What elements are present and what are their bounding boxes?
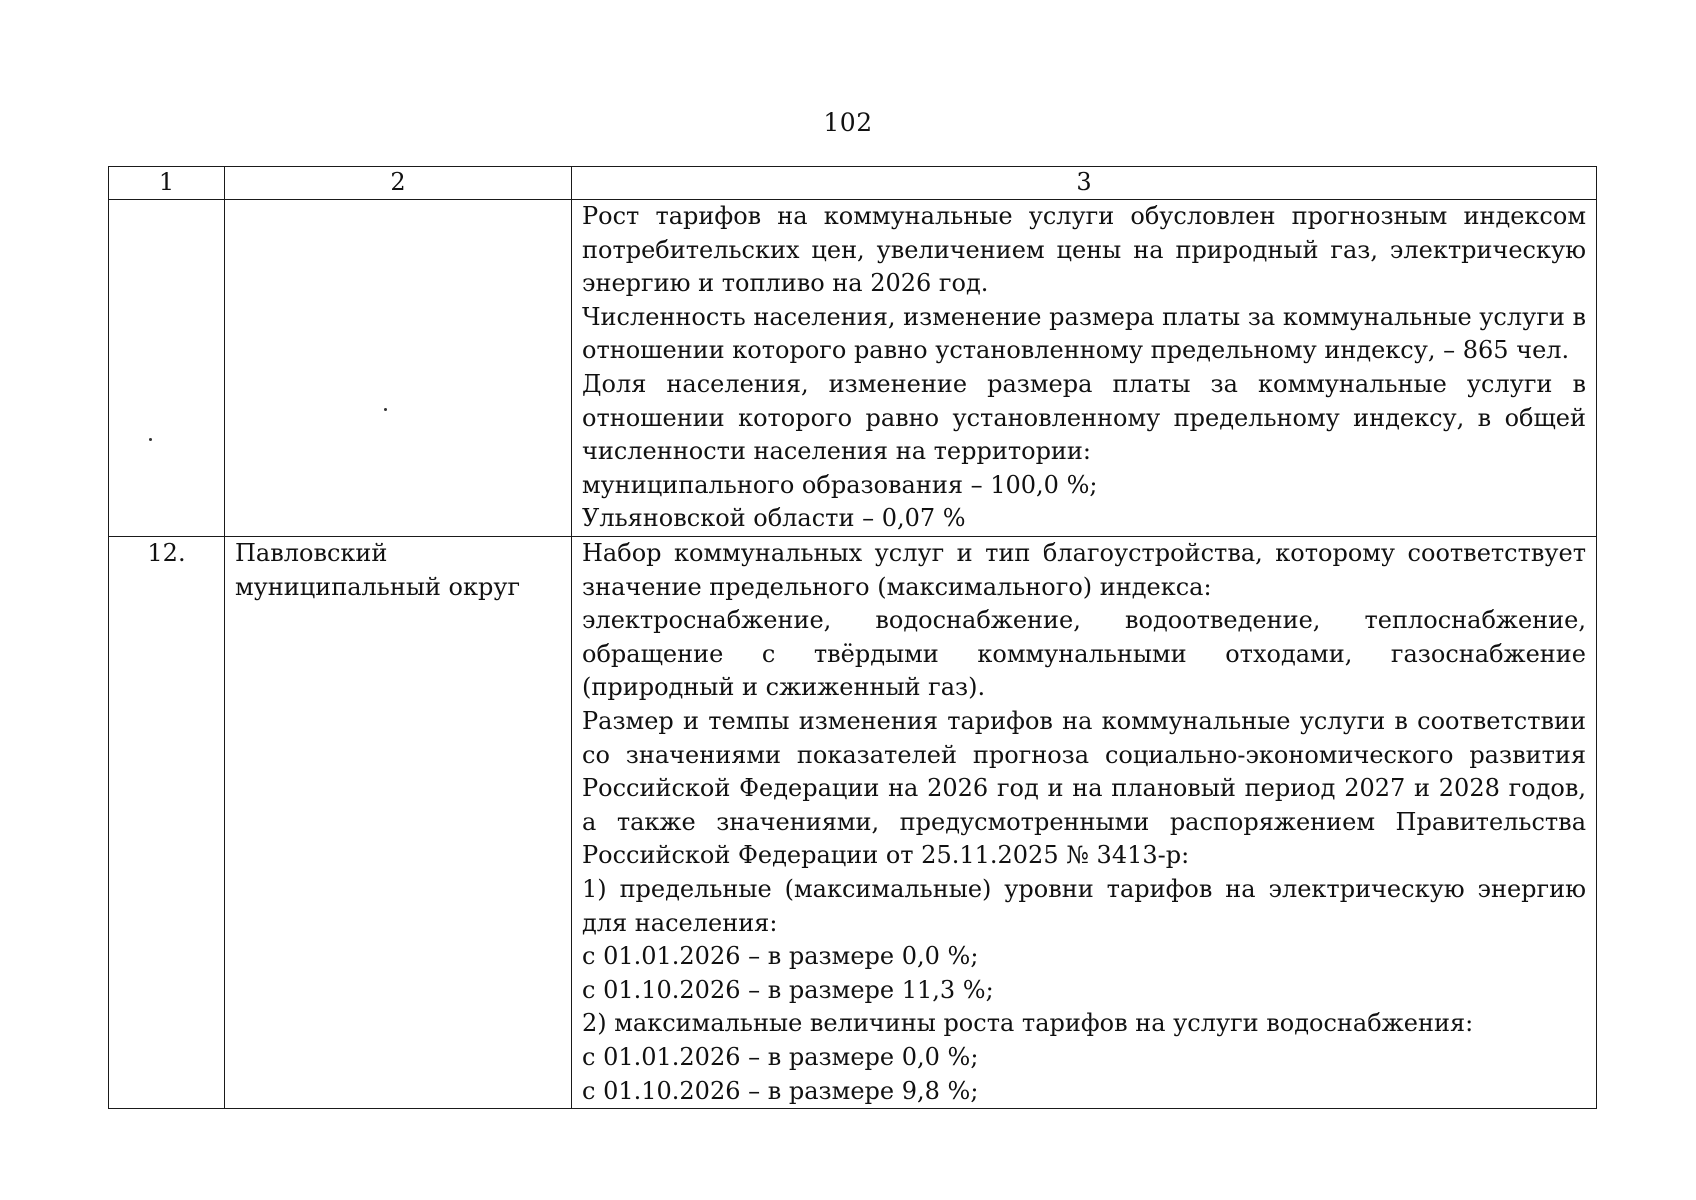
table-row xyxy=(109,200,1597,537)
table-row xyxy=(109,537,1597,1109)
column-header-2: 2 xyxy=(225,167,572,200)
content-paragraph: с 01.10.2026 – в размере 11,3 %; xyxy=(582,975,994,1004)
content-paragraph: электроснабжение, водоснабжение, водоотведение, теплоснабжение, обращение с твёрдыми коммунальными отходами, газоснабжение (природный и сжиженный газ). xyxy=(582,606,1586,702)
content-paragraph: Рост тарифов на коммунальные услуги обусловлен прогнозным индексом потребительских цен, увеличением цены на природный газ, электрическую энергию и топливо на 2026 год. xyxy=(582,202,1586,298)
content-paragraph: с 01.10.2026 – в размере 9,8 %; xyxy=(582,1076,979,1105)
row-name-cell: Павловский муниципальный округ xyxy=(225,537,572,1109)
content-paragraph: Размер и темпы изменения тарифов на коммунальные услуги в соответствии со значениями показателей прогноза социально-экономического развития Российской Федерации на 2026 год и на плановый период 2027 и 2028 годов, а также значениями, предусмотренными распоряжением Правительства Российской Федерации от 25.11.2025 № 3413-р: xyxy=(582,706,1586,870)
row-content-cell xyxy=(572,200,1597,537)
content-paragraph: Набор коммунальных услуг и тип благоустройства, которому соответствует значение предельного (максимального) индекса: xyxy=(582,539,1586,601)
row-number-cell: 12. xyxy=(109,537,225,1109)
column-header-3: 3 xyxy=(572,167,1597,200)
content-paragraph: с 01.01.2026 – в размере 0,0 %; xyxy=(582,1042,979,1071)
content-paragraph: Доля населения, изменение размера платы за коммунальные услуги в отношении которого равно установленному предельному индексу, в общей численности населения на территории: xyxy=(582,369,1586,466)
content-paragraph: Ульяновской области – 0,07 % xyxy=(582,504,966,533)
scan-speck xyxy=(149,438,152,441)
row-number-cell xyxy=(109,200,225,537)
content-paragraph: муниципального образования – 100,0 %; xyxy=(582,470,1098,499)
content-paragraph: 1) предельные (максимальные) уровни тарифов на электрическую энергию для населения: xyxy=(582,874,1586,937)
tariff-table xyxy=(108,166,1597,1109)
row-name-cell xyxy=(225,200,572,537)
scan-speck xyxy=(384,408,387,411)
column-header-1: 1 xyxy=(109,167,225,200)
content-paragraph: с 01.01.2026 – в размере 0,0 %; xyxy=(582,942,979,971)
content-paragraph: 2) максимальные величины роста тарифов на услуги водоснабжения: xyxy=(582,1009,1474,1038)
table-header-row xyxy=(109,167,1597,200)
content-paragraph: Численность населения, изменение размера платы за коммунальные услуги в отношении которого равно установленному предельному индексу, – 865 чел. xyxy=(582,302,1586,365)
row-content-cell xyxy=(572,537,1597,1109)
page-number: 102 xyxy=(823,108,873,137)
